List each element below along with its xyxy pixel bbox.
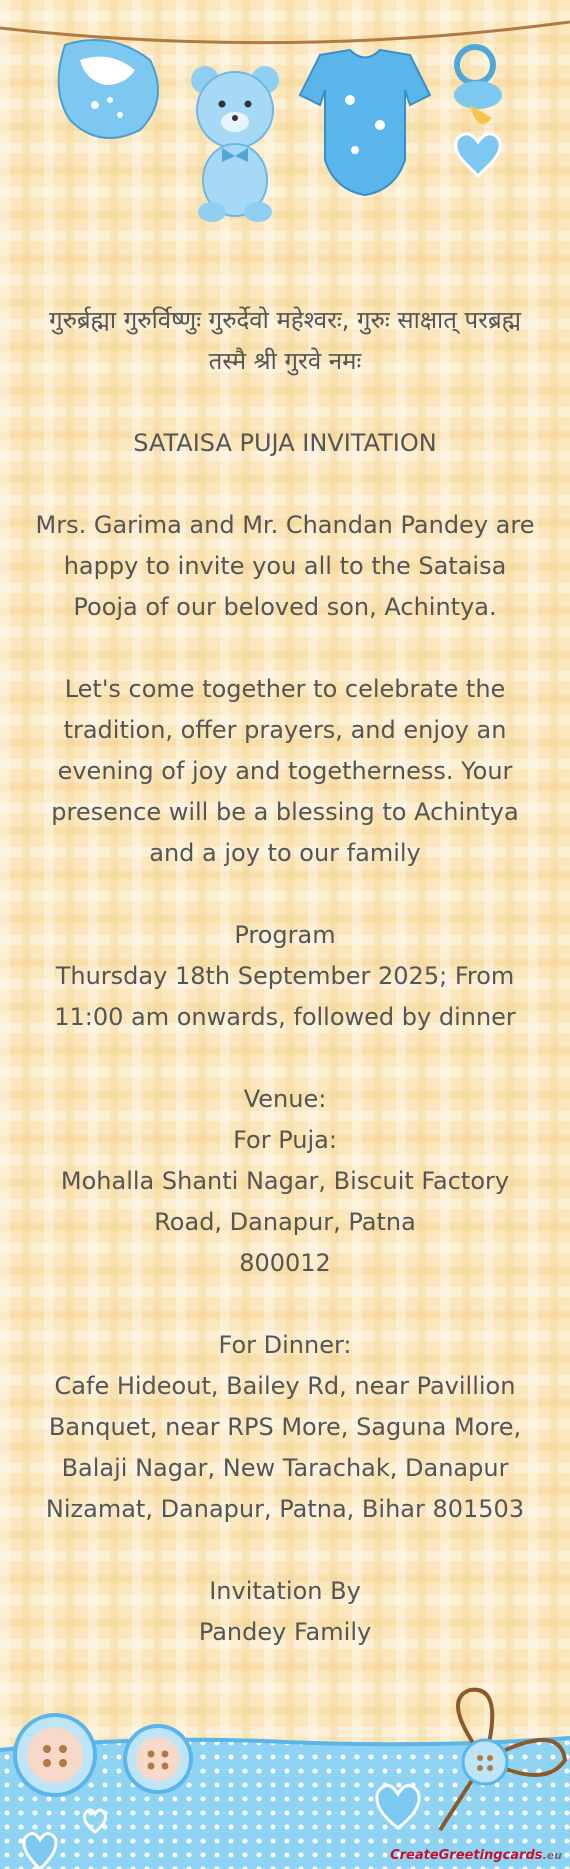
message-paragraph: Let's come together to celebrate the tradition, offer prayers, and enjoy an evening of joy and togetherness. Your presence will be a blessing to Achintya and a joy to our family bbox=[51, 675, 519, 867]
invitation-by-label: Invitation By bbox=[209, 1577, 361, 1605]
pacifier-icon bbox=[454, 47, 502, 124]
puja-address: Mohalla Shanti Nagar, Biscuit Factory Road, Danapur, Patna bbox=[60, 1167, 510, 1236]
invitation-text bbox=[30, 300, 540, 1653]
teddy-bear-icon bbox=[191, 66, 279, 222]
family-name: Pandey Family bbox=[198, 1618, 372, 1646]
dinner-address: Cafe Hideout, Bailey Rd, near Pavillion Banquet, near RPS More, Saguna More, Balaji Nagar, New Tarachak, Danapur Nizamat, Danapur, Patna, Bihar 801503 bbox=[45, 1372, 525, 1523]
clothesline-illustration bbox=[0, 0, 570, 250]
brand-name: CreateGreetingcards bbox=[390, 1848, 543, 1863]
sanskrit-mantra: गुरुर्ब्रह्मा गुरुर्विष्णुः गुरुर्देवो महेश्वरः, गुरुः साक्षात् परब्रह्म तस्मै श्री गुरवे नमः bbox=[49, 306, 521, 375]
intro-paragraph: Mrs. Garima and Mr. Chandan Pandey are happy to invite you all to the Sataisa Pooja of our beloved son, Achintya. bbox=[35, 511, 535, 621]
bottom-border-illustration bbox=[0, 1680, 570, 1869]
puja-heading: For Puja: bbox=[233, 1126, 337, 1154]
baby-onesie-icon bbox=[300, 50, 430, 195]
dinner-heading: For Dinner: bbox=[218, 1331, 352, 1359]
button-icon bbox=[125, 1726, 191, 1792]
program-text: Thursday 18th September 2025; From 11:00 am onwards, followed by dinner bbox=[54, 962, 516, 1031]
button-icon bbox=[15, 1715, 95, 1795]
invitation-title: SATAISA PUJA INVITATION bbox=[133, 429, 437, 457]
venue-heading: Venue: bbox=[243, 1085, 327, 1113]
baby-bib-icon bbox=[59, 40, 158, 138]
brand-watermark bbox=[390, 1848, 562, 1863]
heart-icon bbox=[456, 134, 501, 176]
program-heading: Program bbox=[234, 921, 336, 949]
puja-pincode: 800012 bbox=[239, 1249, 331, 1277]
brand-tld: .eu bbox=[542, 1849, 562, 1862]
